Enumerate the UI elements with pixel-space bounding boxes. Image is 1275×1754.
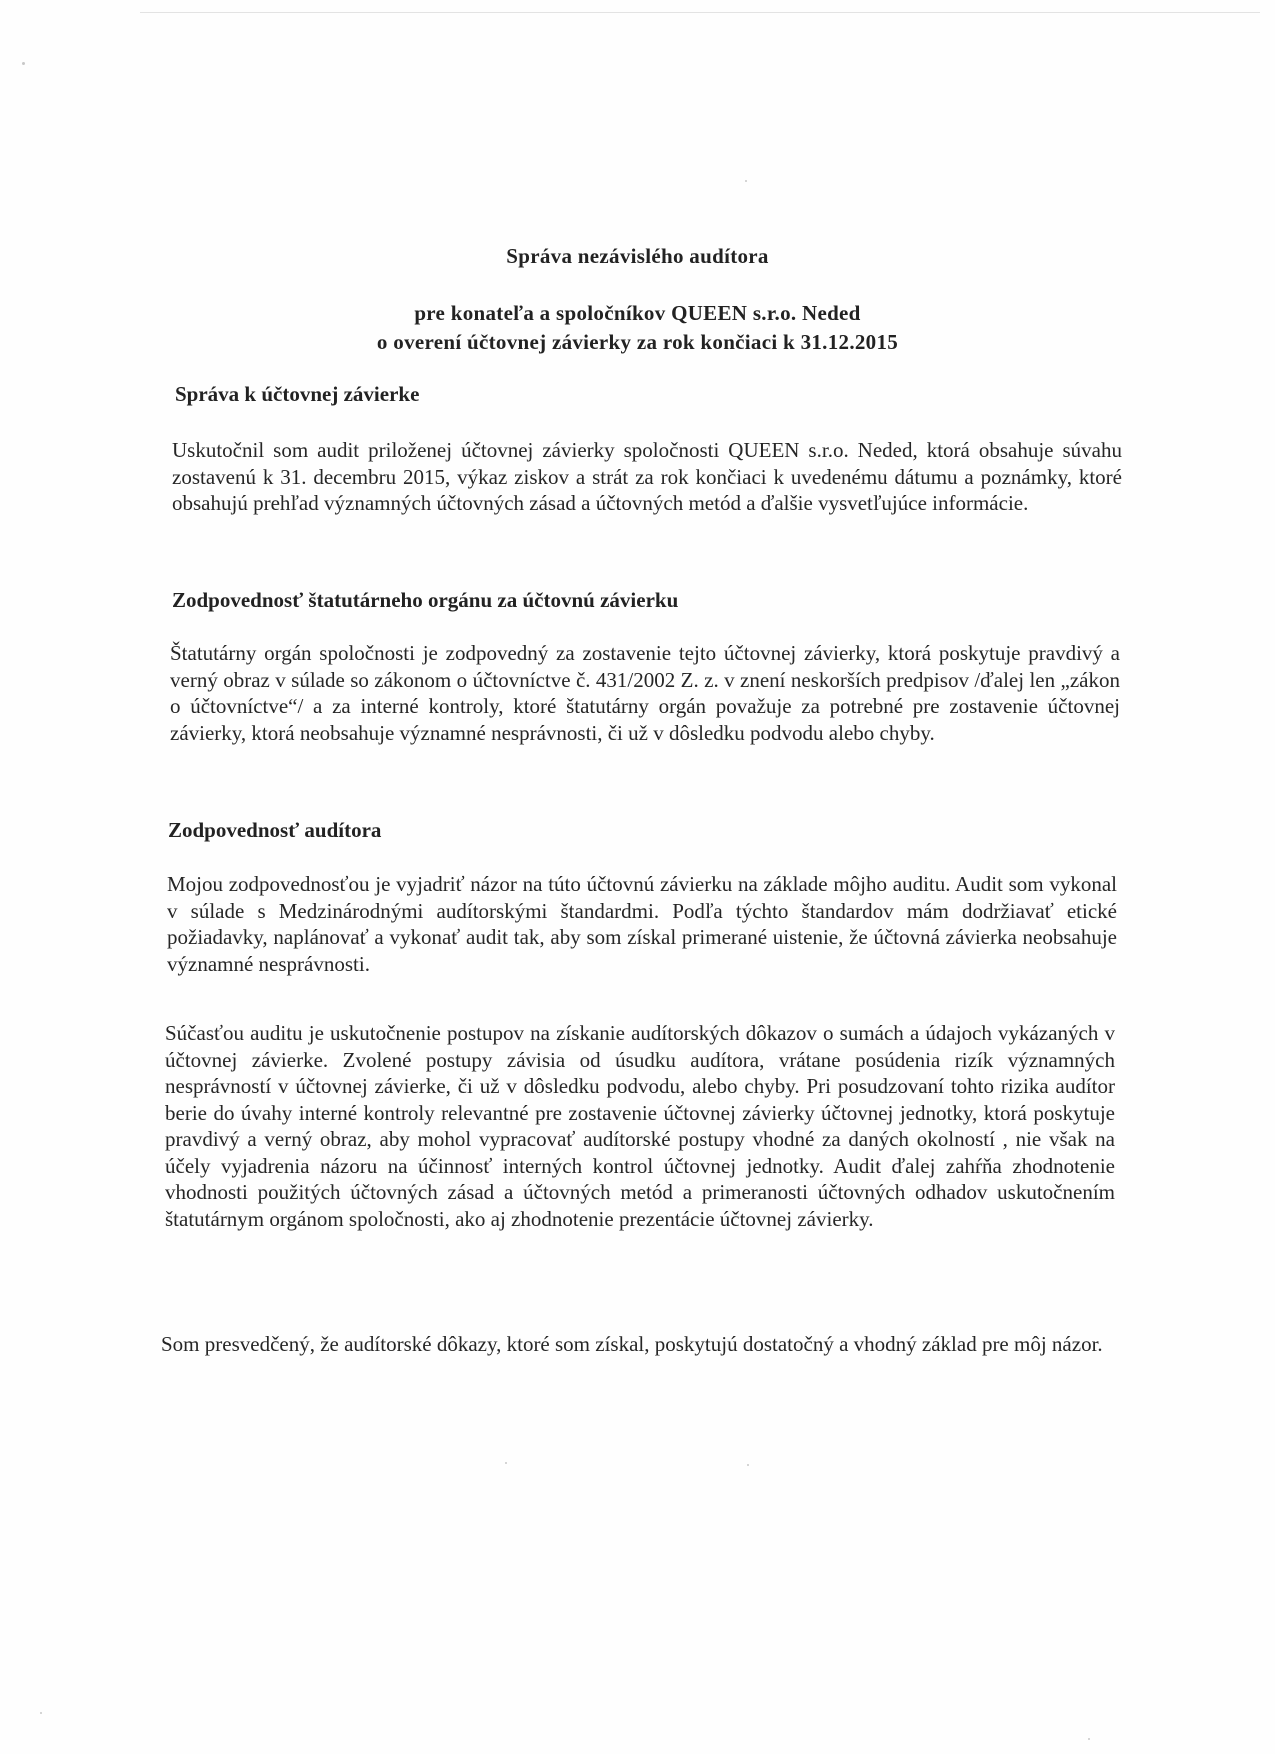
paragraph-statutory-body-responsibility: Štatutárny orgán spoločnosti je zodpovedný za zostavenie tejto účtovnej závierky, ktorá poskytuje pravdivý a verný obraz v súlade so zákonom o účtovníctve č. 431/2002 Z. z. v znení neskorších predpisov /ďalej len „zákon o účtovníctve“/ a za interné kontroly, ktoré štatutárny orgán považuje za potrebné pre zostavenie účtovnej závierky, ktorá neobsahuje významné nesprávnosti, či už v dôsledku podvodu alebo chyby.	[170, 641, 1120, 745]
report-subtitle-addressee: pre konateľa a spoločníkov QUEEN s.r.o. Neded	[414, 301, 861, 325]
scan-speck	[22, 62, 25, 65]
paragraph-audit-scope: Uskutočnil som audit priloženej účtovnej závierky spoločnosti QUEEN s.r.o. Neded, ktorá obsahuje súvahu zostavenú k 31. decembru 2015, výkaz ziskov a strát za rok končiaci k uvedenému dátumu a poznámky, ktoré obsahujú prehľad významných účtovných zásad a účtovných metód a ďalšie vysvetľujúce informácie.	[172, 438, 1122, 515]
scan-speck	[747, 1464, 749, 1466]
paragraph-audit-evidence: Som presvedčený, že audítorské dôkazy, ktoré som získal, poskytujú dostatočný a vhodný základ pre môj názor.	[161, 1332, 1103, 1356]
section-heading-statutory-body-responsibility: Zodpovednosť štatutárneho orgánu za účtovnú závierku	[172, 588, 679, 612]
scan-speck	[1088, 1738, 1090, 1740]
paragraph-audit-procedures: Súčasťou auditu je uskutočnenie postupov na získanie audítorských dôkazov o sumách a údajoch vykázaných v účtovnej závierke. Zvolené postupy závisia od úsudku audítora, vrátane posúdenia rizík významných nesprávností v účtovnej závierke, či už v dôsledku podvodu, alebo chyby. Pri posudzovaní tohto rizika audítor berie do úvahy interné kontroly relevantné pre zostavenie účtovnej závierky účtovnej jednotky, ktorá poskytuje pravdivý a verný obraz, aby mohol vypracovať audítorské postupy vhodné za daných okolností , nie však na účely vyjadrenia názoru na účinnosť interných kontrol účtovnej jednotky. Audit ďalej zahŕňa zhodnotenie vhodnosti použitých účtovných zásad a účtovných metód a primeranosti účtovných odhadov uskutočnením štatutárnym orgánom spoločnosti, ako aj zhodnotenie prezentácie účtovnej závierky.	[165, 1021, 1115, 1231]
report-subtitle-scope: o overení účtovnej závierky za rok končiaci k 31.12.2015	[376, 330, 899, 354]
section-heading-financial-statements: Správa k účtovnej závierke	[175, 382, 420, 406]
scan-speck	[505, 1462, 507, 1464]
section-heading-auditor-responsibility: Zodpovednosť audítora	[168, 818, 382, 842]
scan-speck	[40, 1712, 42, 1714]
paragraph-auditor-responsibility: Mojou zodpovednosťou je vyjadriť názor na túto účtovnú závierku na základe môjho auditu. Audit som vykonal v súlade s Medzinárodnými audítorskými štandardmi. Podľa týchto štandardov mám dodržiavať etické požiadavky, naplánovať a vykonať audit tak, aby som získal primerané uistenie, že účtovná závierka neobsahuje významné nesprávnosti.	[167, 872, 1117, 976]
report-title: Správa nezávislého audítora	[506, 244, 769, 268]
scan-speck	[745, 180, 747, 182]
